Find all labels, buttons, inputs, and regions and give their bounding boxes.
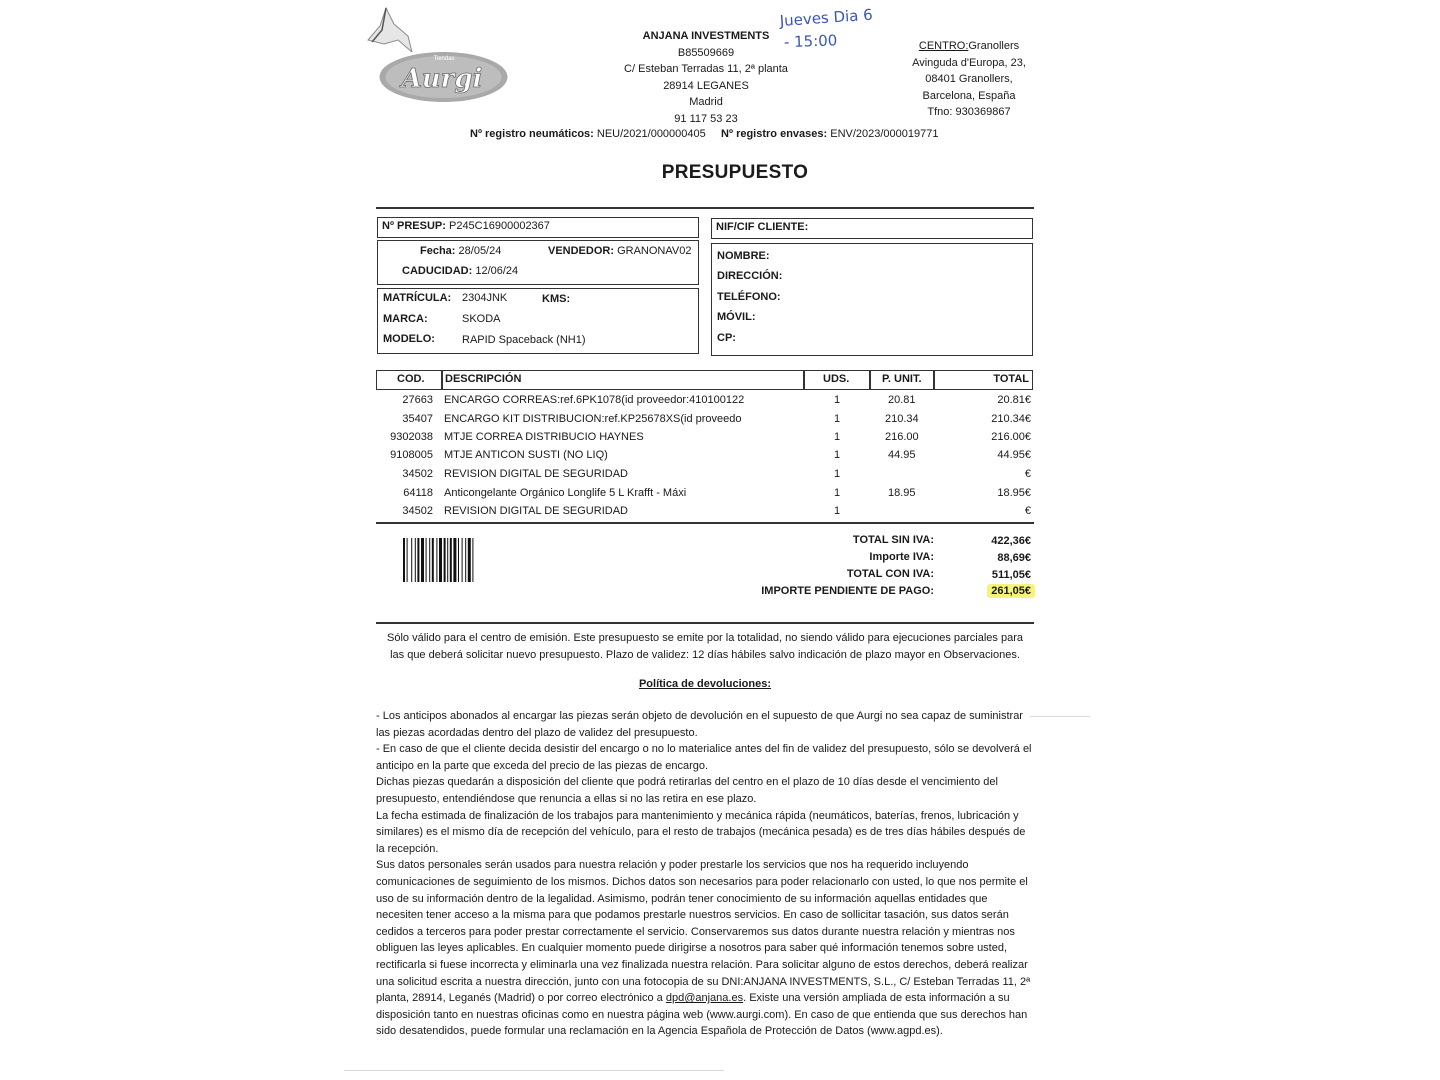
row-cod: 27663 — [402, 394, 433, 406]
marca-value: SKODA — [462, 313, 501, 325]
total-sin-iva-value: 422,36€ — [991, 535, 1031, 547]
registro-neumaticos-label: Nº registro neumáticos: — [470, 128, 594, 140]
privacy-paragraph: Sus datos personales serán usados para nuestra relación y poder prestarle los servicios que nos ha requerido incluyendo comunicaciones de seguimiento de los mismos. Dichos datos son necesarios para poder relacionarlo con usted, lo que nos permite el uso de su información dentro de la legalidad. Asimismo, podrán tener conocimiento de su información aquellas entidades que necesiten tener acceso a la misma para que podamos prestarle nuestros servicios. En caso de sollicitar tasación, sus datos serán cedidos a terceros para poder prestar correctamente el servicio. Conservaremos sus datos durante nuestra relación y mientras nos obliguen las leyes aplicables. En cualquier momento puede dirigirse a nosotros para saber qué información tenemos sobre usted, rectificarla si fuese incorrecta y eliminarla una vez finalizada nuestra relación. Para solicitar alguno de estos derechos, deberá realizar una solicitud escrita a nuestra dirección, junto con una fotocopia de su DNI:ANJANA INVESTMENTS, S.L., C/ Esteban Terradas 11, 2ª planta, 28914, Leganés (Madrid) o por correo electrónico a dpd@anjana.es. Existe una versión ampliada de esta información a su disposición tanto en nuestras oficinas como en nuestra página web (www.aurgi.com). En caso de que entienda que sus derechos han sido desatendidos, puede formular una reclamación en la Agencia Española de Protección de Datos (www.agpd.es). — [376, 859, 1031, 1038]
table-row — [376, 447, 1034, 466]
registro-envases-value: ENV/2023/000019771 — [830, 128, 939, 140]
logo-tagline: Tiendas — [433, 56, 455, 62]
row-desc: REVISION DIGITAL DE SEGURIDAD — [444, 468, 628, 480]
caducidad-label: CADUCIDAD: — [402, 265, 473, 277]
caducidad-value: 12/06/24 — [475, 265, 519, 277]
direccion-label: DIRECCIÓN: — [717, 270, 783, 282]
centro-info — [900, 38, 1038, 121]
total-con-iva-value: 511,05€ — [991, 569, 1031, 581]
scan-edge — [1030, 716, 1090, 717]
col-header-total: TOTAL — [934, 370, 1033, 390]
row-cod: 35407 — [402, 413, 433, 425]
table-row — [376, 466, 1034, 485]
totals-bottom-rule — [376, 622, 1034, 624]
row-desc: ENCARGO KIT DISTRIBUCION:ref.KP25678XS(id proveedo — [444, 413, 742, 425]
barcode-bar — [432, 538, 434, 582]
presup-box — [377, 217, 699, 238]
vendedor-label: VENDEDOR: — [548, 245, 615, 257]
row-total: 210.34€ — [991, 413, 1031, 425]
table-bottom-rule — [376, 522, 1034, 524]
row-uds: 1 — [834, 468, 841, 480]
telefono-label: TELÉFONO: — [717, 291, 781, 303]
row-punit: 18.95 — [888, 487, 916, 499]
company-phone: 91 117 53 23 — [674, 112, 738, 125]
row-total: 216.00€ — [991, 431, 1031, 443]
barcode-bar — [403, 538, 405, 582]
importe-iva-value: 88,69€ — [997, 552, 1031, 564]
importe-iva-label: Importe IVA: — [869, 551, 934, 563]
table-row — [376, 429, 1034, 448]
client-box — [711, 243, 1033, 356]
torn-corner-mark — [364, 6, 416, 52]
nif-box — [711, 218, 1033, 239]
importe-pendiente-value — [987, 585, 1035, 597]
row-uds: 1 — [834, 505, 841, 517]
kms-label: KMS: — [542, 293, 571, 305]
presup-label: Nº PRESUP: — [382, 220, 446, 232]
row-desc: MTJE ANTICON SUSTI (NO LIQ) — [444, 449, 608, 461]
modelo-value: RAPID Spaceback (NH1) — [462, 334, 586, 346]
row-cod: 9108005 — [390, 449, 433, 461]
row-total: 20.81€ — [997, 394, 1031, 406]
row-cod: 34502 — [402, 468, 433, 480]
total-con-iva-label: TOTAL CON IVA: — [846, 568, 934, 580]
centro-phone: Tfno: 930369867 — [927, 106, 1011, 119]
company-city: Madrid — [689, 96, 723, 109]
modelo-label: MODELO: — [383, 333, 435, 345]
matricula-label: MATRÍCULA: — [383, 292, 452, 304]
barcode-bar — [429, 538, 430, 582]
divider — [376, 207, 1034, 209]
barcode-bar — [421, 538, 424, 582]
handwritten-line-1: Jueves Dia 6 — [779, 5, 874, 31]
barcode-bar — [426, 538, 427, 582]
policy-title: Política de devoluciones: — [638, 678, 772, 690]
barcode-bar — [465, 538, 466, 582]
row-cod: 9302038 — [390, 431, 433, 443]
col-header-punit: P. UNIT. — [870, 370, 934, 390]
centro-region: Barcelona, España — [922, 89, 1016, 102]
table-row — [376, 485, 1034, 504]
centro-city: Granollers — [968, 40, 1020, 52]
row-cod: 34502 — [402, 505, 433, 517]
barcode-bar — [450, 538, 452, 582]
matricula-value: 2304JNK — [462, 292, 508, 304]
vendedor-value: GRANONAV02 — [617, 245, 692, 257]
row-total: 44.95€ — [997, 449, 1031, 461]
cp-label: CP: — [717, 332, 736, 344]
centro-zip: 08401 Granollers, — [925, 73, 1013, 86]
barcode-bar — [453, 538, 456, 582]
barcode-bar — [444, 538, 446, 582]
handwritten-line-2: - 15:00 — [783, 31, 838, 52]
dates-box — [377, 240, 699, 285]
policy-paragraph: Dichas piezas quedarán a disposición del cliente que podrá retirarlas del centro en el plazo de 10 días desde el vencimiento del presupuesto, entendiéndose que renuncia a ellas si no las retira en ese plazo. — [376, 776, 998, 805]
registro-neumaticos-value: NEU/2021/000000405 — [596, 128, 706, 140]
company-zip: 28914 LEGANES — [663, 79, 749, 92]
handwritten-note — [778, 4, 908, 54]
table-row — [376, 392, 1034, 411]
table-row — [376, 503, 1034, 522]
barcode-bar — [458, 538, 459, 582]
barcode — [403, 538, 519, 582]
row-desc: Anticongelante Orgánico Longlife 5 L Krafft - Máxi — [444, 487, 687, 499]
policy-paragraph: La fecha estimada de finalización de los trabajos para mantenimiento y mecánica rápida (neumáticos, baterías, frenos, lubricación y similares) es el mismo día de recepción del vehículo, para el resto de trabajos (mecánica pesada) es de tres días hábiles después de la recepción. — [376, 809, 1026, 855]
row-uds: 1 — [834, 487, 841, 499]
importe-pendiente-label: IMPORTE PENDIENTE DE PAGO: — [761, 585, 934, 597]
row-punit: 20.81 — [888, 394, 916, 406]
barcode-bar — [447, 538, 448, 582]
barcode-bar — [407, 538, 408, 582]
fecha-value: 28/05/24 — [458, 245, 502, 257]
barcode-bar — [439, 538, 442, 582]
scan-edge — [344, 1070, 724, 1071]
vehicle-box — [377, 288, 699, 354]
presup-number: P245C16900002367 — [448, 220, 550, 232]
row-punit: 216.00 — [885, 431, 919, 443]
row-punit: 210.34 — [885, 413, 919, 425]
validity-note: Sólo válido para el centro de emisión. Este presupuesto se emite por la totalidad, no siendo válido para ejecuciones parciales para las que deberá solicitar nuevo presupuesto. Plazo de validez: 12 días hábiles salvo indicación de plazo mayor en Observaciones. — [387, 632, 1023, 661]
col-header-uds: UDS. — [804, 370, 870, 390]
pendiente-highlight: 261,05€ — [987, 584, 1035, 598]
policy-paragraph: - Los anticipos abonados al encargar las piezas serán objeto de devolución en el supuesto de que Aurgi no sea capaz de suministrar las piezas acordadas dentro del plazo de validez del presupuesto. — [376, 710, 1023, 739]
nombre-label: NOMBRE: — [717, 250, 770, 262]
company-address: C/ Esteban Terradas 11, 2ª planta — [624, 63, 788, 76]
company-name: ANJANA INVESTMENTS — [642, 30, 770, 42]
row-total: € — [1024, 505, 1031, 517]
policy-paragraph: - En caso de que el cliente decida desistir del encargo o no lo materialice antes del fin de validez del presupuesto, sólo se devolverá el anticipo en la parte que exceda del precio de las piezas de encargo. — [376, 743, 1032, 772]
logo-text: Aurgi — [401, 64, 483, 94]
centro-label: CENTRO: — [918, 40, 969, 52]
row-desc: MTJE CORREA DISTRIBUCIO HAYNES — [444, 431, 644, 443]
barcode-bar — [415, 538, 416, 582]
aurgi-logo — [378, 50, 509, 104]
row-uds: 1 — [834, 431, 841, 443]
row-total: € — [1024, 468, 1031, 480]
table-row — [376, 411, 1034, 430]
row-desc: ENCARGO CORREAS:ref.6PK1078(id proveedor:410100122 — [444, 394, 745, 406]
col-header-cod: COD. — [376, 370, 442, 390]
col-header-descripcion: DESCRIPCIÓN — [442, 370, 804, 390]
barcode-bar — [417, 538, 419, 582]
row-desc: REVISION DIGITAL DE SEGURIDAD — [444, 505, 628, 517]
row-uds: 1 — [834, 413, 841, 425]
movil-label: MÓVIL: — [717, 311, 756, 323]
barcode-bar — [436, 538, 437, 582]
document-title: PRESUPUESTO — [661, 162, 809, 183]
centro-address: Avinguda d'Europa, 23, — [912, 56, 1026, 69]
total-sin-iva-label: TOTAL SIN IVA: — [852, 534, 934, 546]
row-cod: 64118 — [403, 487, 433, 499]
registro-envases-label: Nº registro envases: — [721, 128, 828, 140]
policy-text — [376, 708, 1036, 1040]
fecha-label: Fecha: — [420, 245, 456, 257]
barcode-bar — [462, 538, 463, 582]
row-uds: 1 — [834, 449, 841, 461]
row-punit: 44.95 — [888, 449, 916, 461]
privacy-email-link[interactable]: dpd@anjana.es — [665, 992, 744, 1005]
barcode-bar — [411, 538, 412, 582]
company-cif: B85509669 — [677, 46, 735, 59]
marca-label: MARCA: — [383, 313, 428, 325]
barcode-bar — [472, 538, 473, 582]
barcode-bar — [468, 538, 471, 582]
nif-label: NIF/CIF CLIENTE: — [716, 221, 809, 233]
registro-line — [470, 128, 939, 140]
row-uds: 1 — [834, 394, 841, 406]
row-total: 18.95€ — [997, 487, 1031, 499]
